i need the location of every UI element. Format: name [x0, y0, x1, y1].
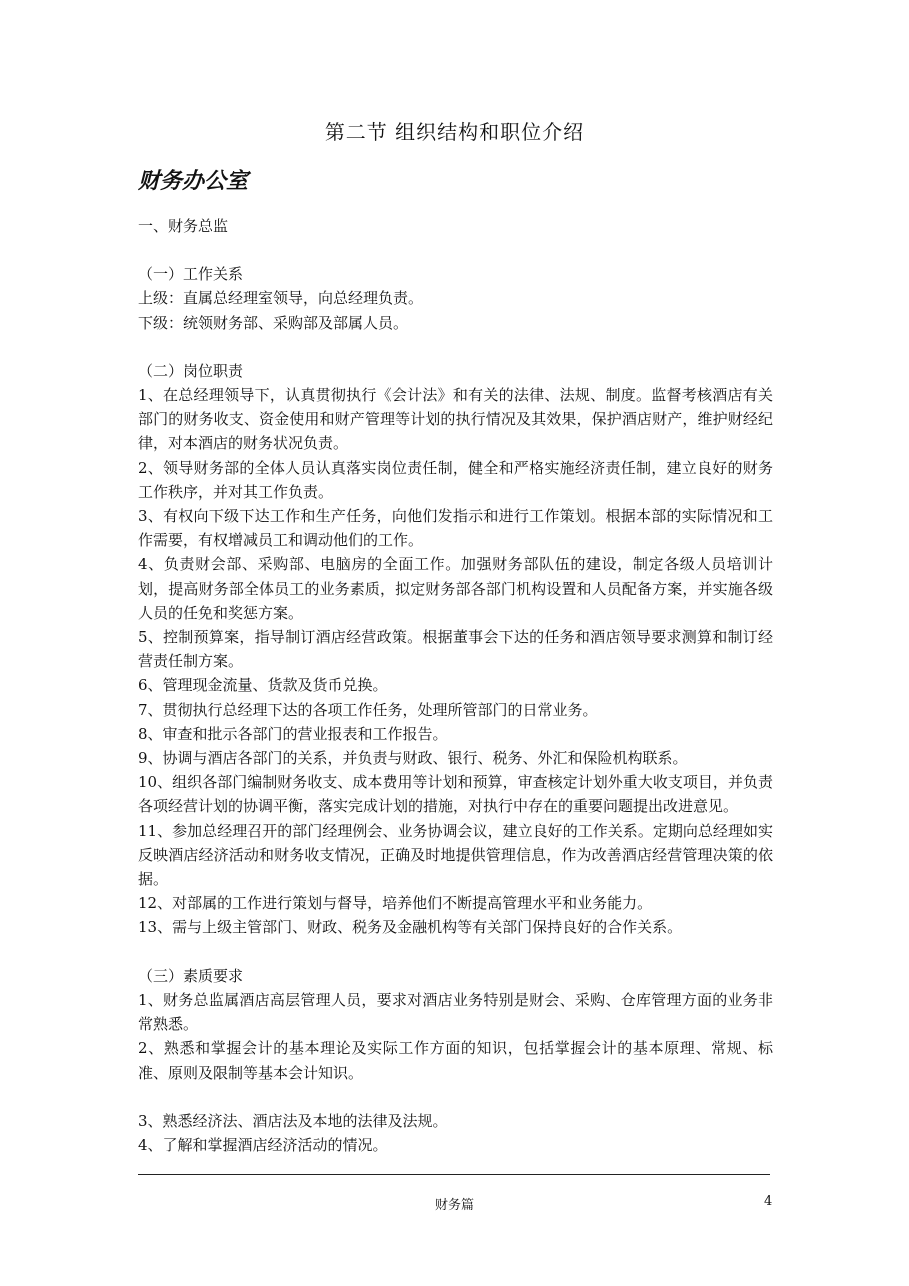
duty-item: 7、贯彻执行总经理下达的各项工作任务，处理所管部门的日常业务。 — [138, 700, 598, 719]
duty-item: 6、管理现金流量、货款及货币兑换。 — [138, 676, 388, 695]
requirement-item: 1、财务总监属酒店高层管理人员，要求对酒店业务特别是财会、采购、仓库管理方面的业务非常熟悉。 — [138, 990, 773, 1034]
requirements-heading: （三）素质要求 — [138, 966, 244, 985]
page-title: 第二节 组织结构和职位介绍 — [324, 120, 585, 144]
position-heading: 一、财务总监 — [138, 217, 229, 235]
duty-item: 3、有权向下级下达工作和生产任务，向他们发指示和进行工作策划。根据本部的实际情况和工作需要，有权增减员工和调动他们的工作。 — [138, 507, 773, 550]
relations-line: 下级：统领财务部、采购部及部属人员。 — [138, 313, 409, 332]
duty-item: 10、组织各部门编制财务收支、成本费用等计划和预算，审查核定计划外重大收支项目，并负责各项经营计划的协调平衡，落实完成计划的措施，对执行中存在的重要问题提出改进意见。 — [138, 773, 773, 816]
duty-item: 4、负责财会部、采购部、电脑房的全面工作。加强财务部队伍的建设，制定各级人员培训计划，提高财务部全体员工的业务素质，拟定财务部各部门机构设置和人员配备方案，并实施各级人员的任免和奖惩方案。 — [138, 555, 773, 622]
duty-item: 11、参加总经理召开的部门经理例会、业务协调会议，建立良好的工作关系。定期向总经理如实反映酒店经济活动和财务收支情况，正确及时地提供管理信息，作为改善酒店经营管理决策的依据。 — [138, 821, 773, 889]
duty-item: 9、协调与酒店各部门的关系，并负责与财政、银行、税务、外汇和保险机构联系。 — [138, 749, 688, 768]
relations-line: 上级：直属总经理室领导，向总经理负责。 — [138, 289, 424, 308]
duty-item: 12、对部属的工作进行策划与督导，培养他们不断提高管理水平和业务能力。 — [138, 894, 653, 913]
duty-item: 13、需与上级主管部门、财政、税务及金融机构等有关部门保持良好的合作关系。 — [138, 918, 683, 937]
duty-item: 2、领导财务部的全体人员认真落实岗位责任制，健全和严格实施经济责任制，建立良好的财务工作秩序，并对其工作负责。 — [138, 458, 773, 501]
footer-title: 财务篇 — [434, 1198, 474, 1213]
requirement-item: 3、熟悉经济法、酒店法及本地的法律及法规。 — [138, 1111, 448, 1130]
duties-heading: （二）岗位职责 — [138, 361, 244, 380]
footer-divider — [138, 1174, 770, 1175]
relations-heading: （一）工作关系 — [138, 265, 244, 284]
requirement-item: 4、了解和掌握酒店经济活动的情况。 — [138, 1135, 388, 1154]
requirement-item: 2、熟悉和掌握会计的基本理论及实际工作方面的知识，包括掌握会计的基本原理、常规、标准、原则及限制等基本会计知识。 — [138, 1039, 773, 1082]
duty-item: 8、审查和批示各部门的营业报表和工作报告。 — [138, 724, 448, 743]
document-body — [138, 214, 773, 1157]
office-heading: 财务办公室 — [138, 169, 249, 194]
duty-item: 5、控制预算案，指导制订酒店经营政策。根据董事会下达的任务和酒店领导要求测算和制订经营责任制方案。 — [138, 628, 773, 671]
page-number: 4 — [764, 1194, 773, 1209]
duty-item: 1、在总经理领导下，认真贯彻执行《会计法》和有关的法律、法规、制度。监督考核酒店有关部门的财务收支、资金使用和财产管理等计划的执行情况及其效果，保护酒店财产，维护财经纪律，对本酒店的财务状况负责。 — [138, 386, 773, 453]
